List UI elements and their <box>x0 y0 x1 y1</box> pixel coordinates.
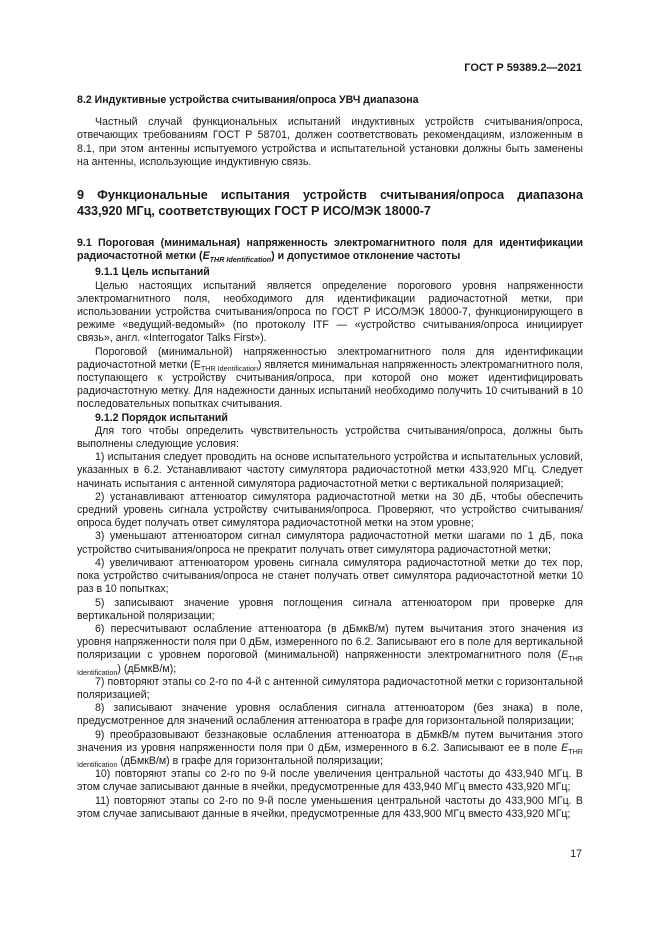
list-item-11: 11) повторяют этапы со 2-го по 9-й после уменьшения центральной частоты до 433,900 МГц. В этом случае записывают данные в ячейки, предусмотренные для 433,900 МГц вместо 433,920 МГц; <box>77 794 583 820</box>
section-9-1-1-paragraph-1: Целью настоящих испытаний является определение порогового уровня напряженности электромагнитного поля, необходимого для идентификации радиочастотной метки, при использовании устройства считывания/опроса по ГОСТ Р ИСО/МЭК 18000-7, функционирующего в режиме «ведущий-ведомый» (по протоколу ITF — «устройство считывания/опроса инициирует связь», англ. «Interrogator Talks First»). <box>77 279 583 345</box>
page-number: 17 <box>570 848 582 860</box>
symbol-e-subscript: THR Identification <box>77 746 583 769</box>
page-header: ГОСТ Р 59389.2—2021 <box>464 62 582 74</box>
section-8-2-paragraph: Частный случай функциональных испытаний индуктивных устройств считывания/опроса, отвечающих требованиям ГОСТ Р 58701, должен соответствовать рекомендациям, изложенным в 8.1, при этом антенны испытуемого устройства и испытательной установки должны быть заменены на антенны, использующие индуктивную связь. <box>77 116 583 168</box>
list-item-2: 2) устанавливают аттенюатор симулятора радиочастотной метки на 30 дБ, чтобы обеспечить средний уровень сигнала устройству считывания/опроса. Проверяют, что устройство считывания/опроса будет получать ответ симулятора радиочастотной метки на этом уровне; <box>77 490 583 530</box>
section-9-1-title-end: ) и допустимое отклонение частоты <box>271 250 461 263</box>
symbol-e-subscript: THR Identification <box>200 363 259 373</box>
section-9-1-heading <box>77 237 583 263</box>
list-item-6-end: ) (дБмкВ/м); <box>117 662 177 675</box>
list-item-8: 8) записывают значение уровня ослабления сигнала аттенюатором (без знака) в поле, предусмотренное для значений ослабления аттенюатора в графе для горизонтальной поляризации; <box>77 702 583 728</box>
symbol-e-subscript: THR Identification <box>209 255 272 265</box>
list-item-10: 10) повторяют этапы со 2-го по 9-й после увеличения центральной частоты до 433,940 МГц. В этом случае записывают данные в ячейки, предусмотренные для 433,940 МГц вместо 433,920 МГц; <box>77 768 583 794</box>
section-8-2-heading: 8.2 Индуктивные устройства считывания/опроса УВЧ диапазона <box>77 94 419 106</box>
section-9-1-1-heading: 9.1.1 Цель испытаний <box>95 266 210 279</box>
list-item-4: 4) увеличивают аттенюатором уровень сигнала симулятора радиочастотной метки до тех пор, пока устройство считывания/опроса не станет получать ответ симулятора радиочастотной метки 10 раз в 10 попытках; <box>77 556 583 596</box>
section-9-heading: 9 Функциональные испытания устройств считывания/опроса диапазона 433,920 МГц, соответствующих ГОСТ Р ИСО/МЭК 18000-7 <box>77 188 583 219</box>
section-9-1-1-paragraph-2 <box>77 346 583 412</box>
page-content <box>77 94 583 821</box>
list-item-9-start: 9) преобразовывают беззнаковые ослабления аттенюатора в дБмкВ/м путем вычитания этого значения из уровня напряженности поля при 0 дБм, измеренного в 6.2. Записывают ее в поле <box>77 728 583 754</box>
list-item-9 <box>77 729 583 769</box>
list-item-6 <box>77 623 583 676</box>
paragraph-2-start: Пороговой (минимальной) напряженностью электромагнитного поля для идентификации радиочастотной метки (E <box>77 345 583 371</box>
section-9-1-2-intro: Для того чтобы определить чувствительность устройства считывания/опроса, должны быть выполнены следующие условия: <box>77 424 583 451</box>
paragraph-2-end: ) является минимальная напряженность электромагнитного поля, поступающего к устройству считывания/опроса, при которой оно может идентифицировать радиочастотную метку. Для надежности данных испытаний необходимо получить 10 считываний в 10 последовательных попытках считывания. <box>77 358 583 411</box>
list-item-3: 3) уменьшают аттенюатором сигнал симулятора радиочастотной метки шагами по 1 дБ, пока устройство считывания/опроса не прекратит получать ответ симулятора радиочастотной метки; <box>77 530 583 556</box>
list-item-9-end: (дБмкВ/м) в графе для горизонтальной поляризации; <box>117 754 383 767</box>
symbol-e: E <box>561 649 569 662</box>
list-item-7: 7) повторяют этапы со 2-го по 4-й с антенной симулятора радиочастотной метки с горизонтальной поляризацией; <box>77 675 583 701</box>
list-item-6-start: 6) пересчитывают ослабление аттенюатора (в дБмкВ/м) путем вычитания этого значения из уровня напряженности поля при 0 дБм, измеренного по 6.2. Записывают его в поле для вертикальной поляризации с уровнем пороговой (минимальной) напряженности электромагнитного поля ( <box>77 622 583 662</box>
section-9-1-2-heading: 9.1.2 Порядок испытаний <box>95 411 228 424</box>
symbol-e: E <box>561 741 569 754</box>
section-9-1-title-start: 9.1 Пороговая (минимальная) напряженность электромагнитного поля для идентификации радиочастотной метки ( <box>77 237 583 263</box>
list-item-1: 1) испытания следует проводить на основе испытательного устройства и испытательных условий, указанных в 6.2. Устанавливают частоту симулятора радиочастотной метки 433,920 МГц. Следует начинать испытания с антенной симулятора радиочастотной метки с вертикальной поляризацией; <box>77 451 583 490</box>
symbol-e-subscript: THR Identification <box>77 654 583 677</box>
symbol-e: E <box>202 250 210 263</box>
list-item-5: 5) записывают значение уровня поглощения сигнала аттенюатором при проверке для вертикальной поляризации; <box>77 596 583 622</box>
